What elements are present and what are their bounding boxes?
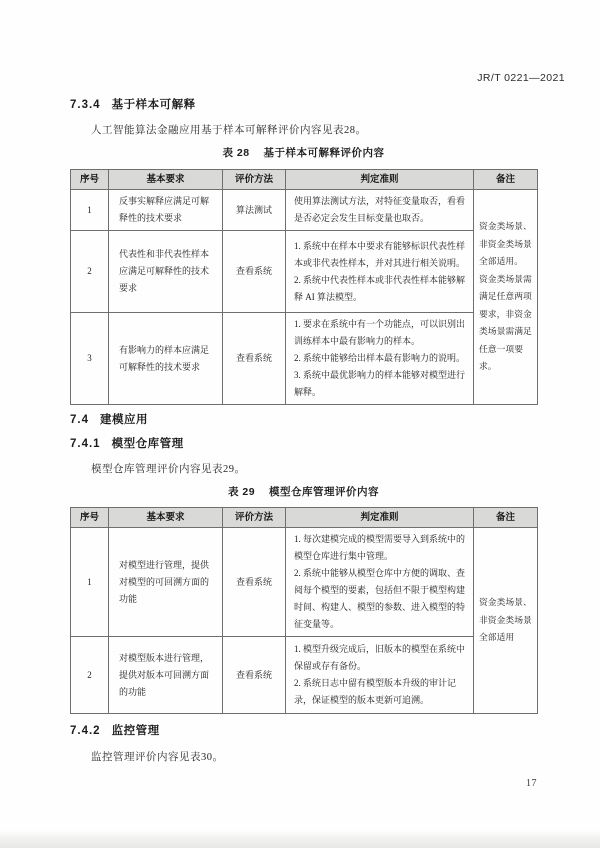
cell-requirement: 对模型进行管理，提供对模型的可回溯方面的功能 (109, 528, 223, 637)
table-row (71, 190, 538, 231)
criteria-item: 使用算法测试方法，对特征变量取否，看看是否必定会发生目标变量也取否。 (294, 196, 466, 223)
section-intro-7-4-2: 监控管理评价内容见表30。 (91, 752, 224, 763)
cell-requirement: 代表性和非代表性样本应满足可解释性的技术要求 (109, 231, 223, 313)
col-header-criteria: 判定准则 (286, 508, 474, 528)
cell-no: 1 (71, 528, 109, 637)
cell-no: 3 (71, 313, 109, 405)
section-number: 7.4.1 (70, 438, 101, 450)
cell-criteria (286, 190, 474, 231)
col-header-remark: 备注 (474, 170, 538, 190)
criteria-item: 2. 系统中代表性样本或非代表性样本能够解释 AI 算法模型。 (294, 274, 466, 302)
cell-no: 1 (71, 190, 109, 231)
cell-criteria (286, 313, 474, 405)
page-number: 17 (526, 778, 537, 789)
criteria-item: 1. 要求在系统中有一个功能点，可以识别出训练样本中最有影响力的样本。 (294, 319, 466, 346)
col-header-remark: 备注 (474, 508, 538, 528)
cell-no: 2 (71, 231, 109, 313)
cell-requirement: 对模型版本进行管理，提供对版本可回溯方面的功能 (109, 637, 223, 714)
section-title: 建模应用 (100, 414, 148, 426)
section-intro-7-3-4: 人工智能算法金融应用基于样本可解释评价内容见表28。 (91, 125, 367, 136)
section-number: 7.4 (70, 414, 89, 426)
table-29 (70, 507, 538, 714)
section-heading-7-4-1 (70, 435, 184, 451)
cell-no: 2 (71, 637, 109, 714)
table-29-header-row (71, 508, 538, 528)
criteria-item: 1. 每次建模完成的模型需要导入到系统中的模型仓库进行集中管理。 (294, 534, 466, 561)
table-caption-label: 表 29 (227, 486, 256, 498)
col-header-requirement: 基本要求 (109, 170, 223, 190)
table-row (71, 637, 538, 714)
col-header-no: 序号 (71, 170, 109, 190)
table-29-caption (70, 484, 537, 499)
col-header-requirement: 基本要求 (109, 508, 223, 528)
table-caption-label: 表 28 (222, 147, 250, 159)
section-title: 监控管理 (111, 725, 160, 737)
table-28-header-row (71, 170, 538, 190)
remark-paragraph: 资金类场景需满足任意两项要求，非资金类场景需满足任意一项要求。 (479, 273, 532, 372)
section-intro-7-4-1: 模型仓库管理评价内容见表29。 (91, 464, 246, 475)
cell-criteria (286, 528, 474, 637)
cell-criteria (286, 231, 474, 313)
cell-method: 算法测试 (223, 190, 286, 231)
criteria-item: 1. 模型升级完成后，旧版本的模型在系统中保留或存有备份。 (294, 644, 466, 671)
col-header-method: 评价方法 (223, 508, 286, 528)
cell-requirement: 有影响力的样本应满足可解释性的技术要求 (109, 313, 223, 405)
table-row (71, 528, 538, 637)
cell-remark (474, 528, 538, 714)
col-header-no: 序号 (71, 508, 109, 528)
table-28 (70, 169, 538, 405)
cell-method: 查看系统 (223, 637, 286, 714)
cell-requirement: 反事实解释应满足可解释性的技术要求 (109, 190, 223, 231)
criteria-item: 2. 系统中能够给出样本最有影响力的说明。 (294, 353, 466, 363)
table-28-caption (70, 145, 537, 160)
criteria-item: 2. 系统日志中留有模型版本升级的审计记录，保证模型的版本更新可追溯。 (294, 678, 457, 705)
col-header-criteria: 判定准则 (286, 170, 474, 190)
table-caption-title: 模型仓库管理评价内容 (269, 486, 380, 498)
cell-method: 查看系统 (223, 231, 286, 313)
doc-code: JR/T 0221—2021 (477, 72, 565, 84)
page-bottom-edge (0, 830, 600, 848)
table-caption-title: 基于样本可解释评价内容 (263, 147, 385, 159)
section-heading-7-4-2 (70, 722, 160, 738)
section-title: 模型仓库管理 (111, 438, 184, 450)
cell-remark (474, 190, 538, 405)
criteria-item: 2. 系统中能够从模型仓库中方便的调取、查阅每个模型的要素，包括但不限于模型构建时间、构建人、模型的参数、进入模型的特征变量等。 (294, 568, 466, 629)
section-title: 基于样本可解释 (111, 99, 196, 111)
criteria-item: 1. 系统中在样本中要求有能够标识代表性样本或非代表性样本，并对其进行相关说明。 (294, 240, 466, 268)
section-heading-7-3-4 (70, 96, 196, 112)
table-row (71, 231, 538, 313)
cell-criteria (286, 637, 474, 714)
cell-method: 查看系统 (223, 313, 286, 405)
section-heading-7-4 (70, 411, 148, 427)
criteria-item: 3. 系统中最优影响力的样本能够对模型进行解释。 (294, 370, 466, 397)
section-number: 7.4.2 (70, 725, 101, 737)
remark-paragraph: 资金类场景、非资金类场景全部适用 (479, 597, 532, 643)
col-header-method: 评价方法 (223, 170, 286, 190)
remark-paragraph: 资金类场景、非资金类场景全部适用。 (479, 221, 532, 267)
section-number: 7.3.4 (70, 99, 101, 111)
cell-method: 查看系统 (223, 528, 286, 637)
table-row (71, 313, 538, 405)
